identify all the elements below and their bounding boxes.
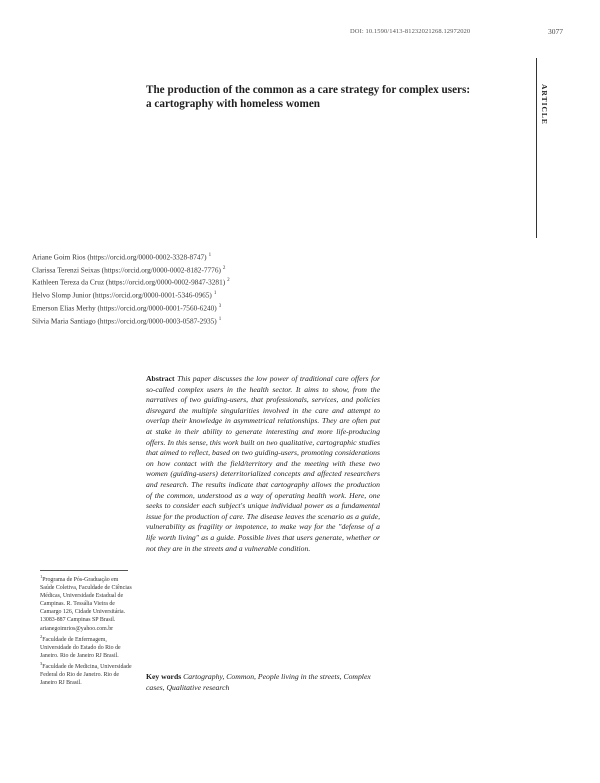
abstract-label: Abstract — [146, 374, 175, 383]
doi-line: DOI: 10.1590/1413-81232021268.12972020 — [350, 28, 471, 35]
footnote-text: Faculdade de Enfermagem, Universidade do Estado do Rio de Janeiro. Rio de Janeiro RJ Brasil. — [40, 636, 121, 659]
footnote-mark: 2 — [40, 633, 43, 639]
footnote — [40, 573, 132, 633]
footnotes — [40, 573, 132, 687]
author-name: Silvia Maria Santiago (https://orcid.org/0000-0003-0587-2935) — [32, 316, 217, 326]
keywords — [146, 672, 386, 693]
author-entry — [32, 250, 332, 263]
affiliation-mark: 1 — [213, 291, 217, 297]
affiliation-mark: 1 — [218, 316, 222, 322]
affiliation-mark: 2 — [222, 265, 226, 271]
abstract — [146, 374, 380, 554]
footnote-text: Faculdade de Medicina, Universidade Federal do Rio de Janeiro. Rio de Janeiro RJ Brasil. — [40, 663, 132, 687]
paper-title: The production of the common as a care strategy for complex users: a cartography with homeless women — [146, 84, 471, 110]
section-divider — [536, 58, 537, 238]
author-list — [32, 250, 332, 326]
author-entry — [32, 314, 332, 327]
section-label: ARTICLE — [540, 84, 549, 125]
author-entry — [32, 275, 332, 288]
author-name: Clarissa Terenzi Seixas (https://orcid.org/0000-0002-8182-7776) — [32, 265, 221, 275]
page-number: 3077 — [548, 27, 563, 36]
affiliation-mark: 2 — [227, 278, 230, 284]
affiliation-mark: 3 — [218, 303, 222, 309]
footnote-mark: 3 — [40, 660, 43, 666]
footnote-text: Programa de Pós-Graduação em Saúde Coletiva, Faculdade de Ciências Médicas, Universidade Estadual de Campinas. R. Tessália Vieira de Camargo 126, Cidade Universitária. 13083-887 Campinas SP Brasil. arianegoimrios@yahoo.com.br — [40, 576, 132, 632]
author-entry — [32, 288, 332, 301]
abstract-text: This paper discusses the low power of traditional care offers for so-called complex users in the health sector. It aims to show, from the narratives of two guiding-users, that professionals, services, and policies disregard the multiple singularities involved in the care and attempt to overlap their knowledge in asymmetrical relationships. They are often put at stake in their ability to generate interesting and more life-producing offers. In this sense, this work built on two qualitative, cartographic studies that aimed to reflect, based on two guiding-users, promoting considerations on how contact with the field/territory and the meeting with these two women (guiding-users) deterritorialized concepts and affected researchers and research. The results indicate that cartography allows the production of the common, understood as a way of operating health work. Here, one seeks to consider each subject's unique individual power as a fundamental issue for the production of care. The disease leaves the scenario as a guide, vulnerability as fragility or impotence, to make way for the "defense of a life worth living" as a guide. Possible lives that users generate, whether or not they are in the streets and a vulnerable condition. — [146, 374, 380, 553]
author-entry — [32, 263, 332, 276]
keywords-label: Key words — [146, 672, 182, 681]
footnote — [40, 660, 132, 687]
author-name: Helvo Slomp Junior (https://orcid.org/0000-0001-5346-0965) — [32, 290, 212, 300]
affiliation-mark: 1 — [208, 253, 212, 258]
footnote-mark: 1 — [40, 574, 43, 579]
footnote — [40, 633, 132, 660]
keywords-text: Cartography, Common, People living in the streets, Complex cases, Qualitative research — [146, 672, 371, 692]
author-name: Emerson Elias Merhy (https://orcid.org/0000-0001-7560-6240) — [32, 303, 217, 313]
author-name: Ariane Goim Rios (https://orcid.org/0000-0002-3328-8747) — [32, 252, 207, 262]
author-name: Kathleen Tereza da Cruz (https://orcid.org/0000-0002-9847-3281) — [32, 277, 226, 287]
author-entry — [32, 301, 332, 314]
footnote-rule — [40, 570, 128, 571]
